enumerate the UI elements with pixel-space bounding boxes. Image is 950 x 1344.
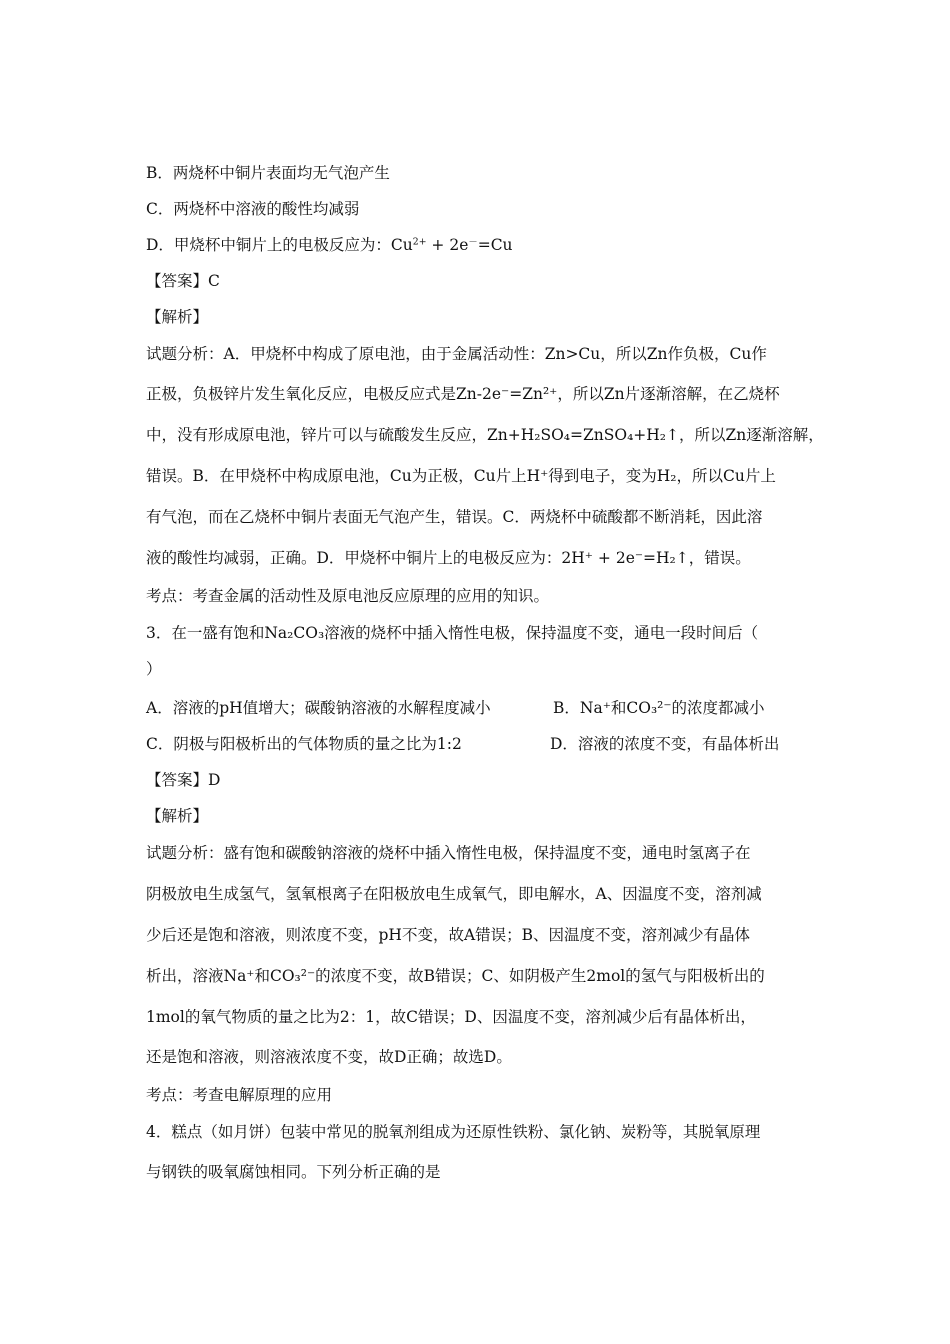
q3-analysis-line: 还是饱和溶液，则溶液浓度不变，故D正确；故选D。 [146, 1048, 512, 1066]
q3-analysis-line: 试题分析：盛有饱和碳酸钠溶液的烧杯中插入惰性电极，保持温度不变，通电时氢离子在 [146, 844, 751, 862]
q2-answer: 【答案】C [146, 272, 220, 290]
q3-answer: 【答案】D [146, 771, 221, 789]
q3-option-d: D．溶液的浓度不变，有晶体析出 [550, 735, 780, 753]
q3-option-a: A．溶液的pH值增大；碳酸钠溶液的水解程度减小 [146, 699, 491, 717]
q2-option-d: D．甲烧杯中铜片上的电极反应为：$Cu^{2+} + 2e^-=Cu$ [146, 236, 513, 254]
q3-stem-line2: ） [146, 660, 162, 678]
q2-analysis-line: 中，没有形成原电池，锌片可以与硫酸发生反应，Zn+H₂SO₄=ZnSO₄+H₂↑，所以Zn逐渐溶解， [146, 426, 824, 444]
q2-key-point: 考点：考查金属的活动性及原电池反应原理的应用的知识。 [146, 587, 550, 605]
q2-analysis-line: 试题分析：A．甲烧杯中构成了原电池，由于金属活动性：Zn>Cu，所以Zn作负极，Cu作 [146, 345, 767, 363]
q3-analysis-line: 析出，溶液Na⁺和CO₃²⁻的浓度不变，故B错误；C、如阴极产生2mol的氢气与阳极析出的 [146, 967, 765, 985]
q3-analysis-line: 阴极放电生成氢气，氢氧根离子在阳极放电生成氧气，即电解水，A、因温度不变，溶剂减 [146, 885, 762, 903]
q3-stem-line1: 3．在一盛有饱和Na₂CO₃溶液的烧杯中插入惰性电极，保持温度不变，通电一段时间后（ [146, 624, 759, 642]
q3-analysis-line: 少后还是饱和溶液，则浓度不变，pH不变，故A错误；B、因温度不变，溶剂减少有晶体 [146, 926, 751, 944]
q2-analysis-title: 【解析】 [146, 308, 209, 326]
q3-analysis-line: 1mol的氧气物质的量之比为2：1，故C错误；D、因温度不变，溶剂减少后有晶体析出， [146, 1008, 756, 1026]
q2-option-c: C．两烧杯中溶液的酸性均减弱 [146, 200, 360, 218]
q4-stem-line2: 与钢铁的吸氧腐蚀相同。下列分析正确的是 [146, 1163, 441, 1181]
q2-analysis-line: 错误。B．在甲烧杯中构成原电池，Cu为正极，Cu片上H⁺得到电子，变为H₂，所以Cu片上 [146, 467, 776, 485]
q3-key-point: 考点：考查电解原理的应用 [146, 1086, 333, 1104]
q3-analysis-title: 【解析】 [146, 807, 209, 825]
q4-stem-line1: 4．糕点（如月饼）包装中常见的脱氧剂组成为还原性铁粉、氯化钠、炭粉等，其脱氧原理 [146, 1123, 761, 1141]
q2-analysis-line: 液的酸性均减弱，正确。D．甲烧杯中铜片上的电极反应为：2H⁺ + 2e⁻=H₂↑，错误。 [146, 549, 751, 567]
q2-analysis-line: 正极，负极锌片发生氧化反应，电极反应式是Zn-2e⁻=Zn²⁺，所以Zn片逐渐溶解，在乙烧杯 [146, 385, 780, 403]
q2-option-b: B．两烧杯中铜片表面均无气泡产生 [146, 164, 390, 182]
q2-analysis-line: 有气泡，而在乙烧杯中铜片表面无气泡产生，错误。C．两烧杯中硫酸都不断消耗，因此溶 [146, 508, 763, 526]
q3-option-b: B．Na⁺和CO₃²⁻的浓度都减小 [553, 699, 765, 717]
q3-option-c: C．阴极与阳极析出的气体物质的量之比为1:2 [146, 735, 462, 753]
